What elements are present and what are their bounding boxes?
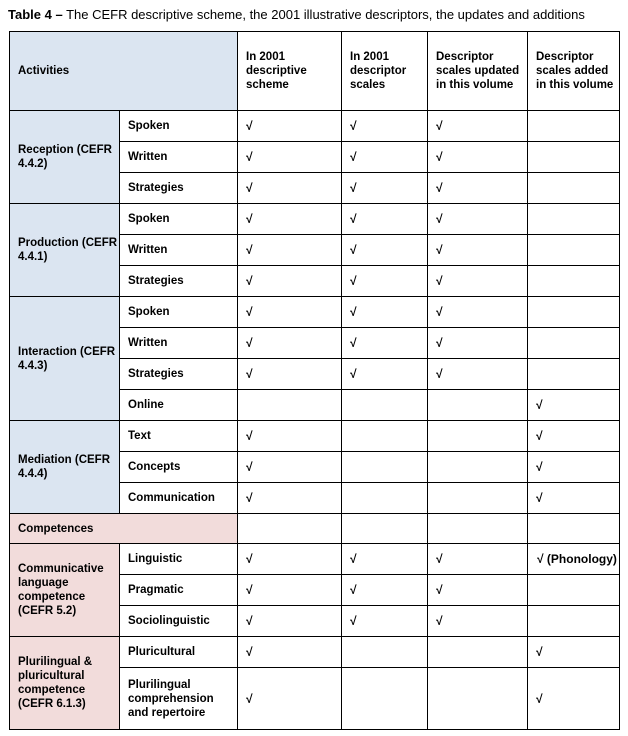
check-cell <box>428 637 528 668</box>
check-cell: √ <box>342 204 428 235</box>
check-cell: √ <box>238 204 342 235</box>
check-cell: √ <box>342 266 428 297</box>
empty-cell <box>238 514 342 544</box>
table-row <box>10 544 620 575</box>
check-cell <box>528 328 620 359</box>
check-cell <box>528 111 620 142</box>
check-cell: √ <box>528 668 620 730</box>
header-in-2001-scales: In 2001 descriptor scales <box>342 32 428 111</box>
check-cell: √ <box>428 266 528 297</box>
check-cell: √ <box>428 142 528 173</box>
check-cell <box>428 421 528 452</box>
check-cell: √ <box>428 204 528 235</box>
table-caption <box>8 6 585 24</box>
check-cell <box>238 390 342 421</box>
check-cell: √ <box>428 359 528 390</box>
check-cell: √ <box>428 173 528 204</box>
check-cell: √ <box>342 173 428 204</box>
check-cell: √ <box>342 111 428 142</box>
check-cell: √ <box>238 142 342 173</box>
row-label: Spoken <box>120 204 238 235</box>
check-cell <box>428 452 528 483</box>
check-cell: √ <box>528 483 620 514</box>
check-cell: √ <box>238 111 342 142</box>
check-cell: √ <box>528 637 620 668</box>
check-cell: √ <box>238 235 342 266</box>
row-label: Spoken <box>120 297 238 328</box>
cefr-table <box>9 31 620 730</box>
check-cell: √ <box>342 606 428 637</box>
row-label: Online <box>120 390 238 421</box>
check-cell: √ <box>428 606 528 637</box>
check-cell <box>342 483 428 514</box>
check-cell <box>528 359 620 390</box>
check-cell: √ <box>528 421 620 452</box>
check-cell: √ <box>342 142 428 173</box>
header-scales-added: Descriptor scales added in this volume <box>528 32 620 111</box>
row-label: Pragmatic <box>120 575 238 606</box>
check-cell <box>342 390 428 421</box>
check-cell <box>528 266 620 297</box>
check-cell: √ <box>342 297 428 328</box>
check-cell: √ <box>238 359 342 390</box>
check-cell: √ <box>428 544 528 575</box>
check-cell: √ <box>238 421 342 452</box>
check-cell <box>342 637 428 668</box>
row-label: Strategies <box>120 266 238 297</box>
row-label: Plurilingual comprehension and repertoire <box>120 668 238 730</box>
group-communicative: Communicative language competence (CEFR 5.2) <box>10 544 120 637</box>
check-cell: √ <box>238 637 342 668</box>
header-in-2001-scheme: In 2001 descriptive scheme <box>238 32 342 111</box>
group-mediation: Mediation (CEFR 4.4.4) <box>10 421 120 514</box>
check-cell: √ <box>342 575 428 606</box>
row-label: Concepts <box>120 452 238 483</box>
check-cell <box>342 668 428 730</box>
row-label: Text <box>120 421 238 452</box>
check-cell: √ <box>238 575 342 606</box>
row-label: Written <box>120 235 238 266</box>
group-interaction: Interaction (CEFR 4.4.3) <box>10 297 120 421</box>
check-cell <box>528 142 620 173</box>
check-cell: √ <box>238 668 342 730</box>
check-cell <box>528 235 620 266</box>
empty-cell <box>428 514 528 544</box>
header-scales-updated: Descriptor scales updated in this volume <box>428 32 528 111</box>
check-cell <box>528 204 620 235</box>
check-cell: √ <box>238 544 342 575</box>
check-cell: √ <box>342 328 428 359</box>
check-cell: √ <box>428 235 528 266</box>
group-reception: Reception (CEFR 4.4.2) <box>10 111 120 204</box>
check-cell: √ <box>238 452 342 483</box>
row-label: Written <box>120 328 238 359</box>
header-row <box>10 32 620 111</box>
check-cell: √ (Phonology) <box>528 544 620 575</box>
check-cell: √ <box>428 111 528 142</box>
row-label: Linguistic <box>120 544 238 575</box>
check-cell <box>528 173 620 204</box>
group-plurilingual: Plurilingual & pluricultural competence (CEFR 6.1.3) <box>10 637 120 730</box>
row-label: Communication <box>120 483 238 514</box>
check-cell: √ <box>342 235 428 266</box>
table-row <box>10 204 620 235</box>
row-label: Strategies <box>120 359 238 390</box>
group-competences: Competences <box>10 514 238 544</box>
header-activities: Activities <box>10 32 238 111</box>
check-cell: √ <box>528 390 620 421</box>
check-cell: √ <box>238 483 342 514</box>
row-label: Sociolinguistic <box>120 606 238 637</box>
empty-cell <box>342 514 428 544</box>
table-row <box>10 421 620 452</box>
check-cell: √ <box>238 328 342 359</box>
table-row <box>10 637 620 668</box>
check-cell: √ <box>238 606 342 637</box>
caption-label: Table 4 – <box>8 7 63 22</box>
table-row <box>10 297 620 328</box>
check-cell: √ <box>238 297 342 328</box>
check-cell: √ <box>238 173 342 204</box>
row-label: Strategies <box>120 173 238 204</box>
row-label: Pluricultural <box>120 637 238 668</box>
table-row <box>10 111 620 142</box>
row-label: Spoken <box>120 111 238 142</box>
check-cell <box>342 421 428 452</box>
check-cell <box>528 297 620 328</box>
check-cell: √ <box>238 266 342 297</box>
check-cell <box>342 452 428 483</box>
check-cell: √ <box>428 297 528 328</box>
check-cell <box>428 668 528 730</box>
check-cell: √ <box>342 359 428 390</box>
check-cell: √ <box>428 575 528 606</box>
check-cell <box>528 606 620 637</box>
group-production: Production (CEFR 4.4.1) <box>10 204 120 297</box>
check-cell: √ <box>528 452 620 483</box>
competences-row <box>10 514 620 544</box>
caption-text: The CEFR descriptive scheme, the 2001 illustrative descriptors, the updates and additions <box>62 7 585 22</box>
check-cell: √ <box>342 544 428 575</box>
check-cell: √ <box>428 328 528 359</box>
empty-cell <box>528 514 620 544</box>
check-cell <box>528 575 620 606</box>
check-cell <box>428 483 528 514</box>
check-cell <box>428 390 528 421</box>
row-label: Written <box>120 142 238 173</box>
